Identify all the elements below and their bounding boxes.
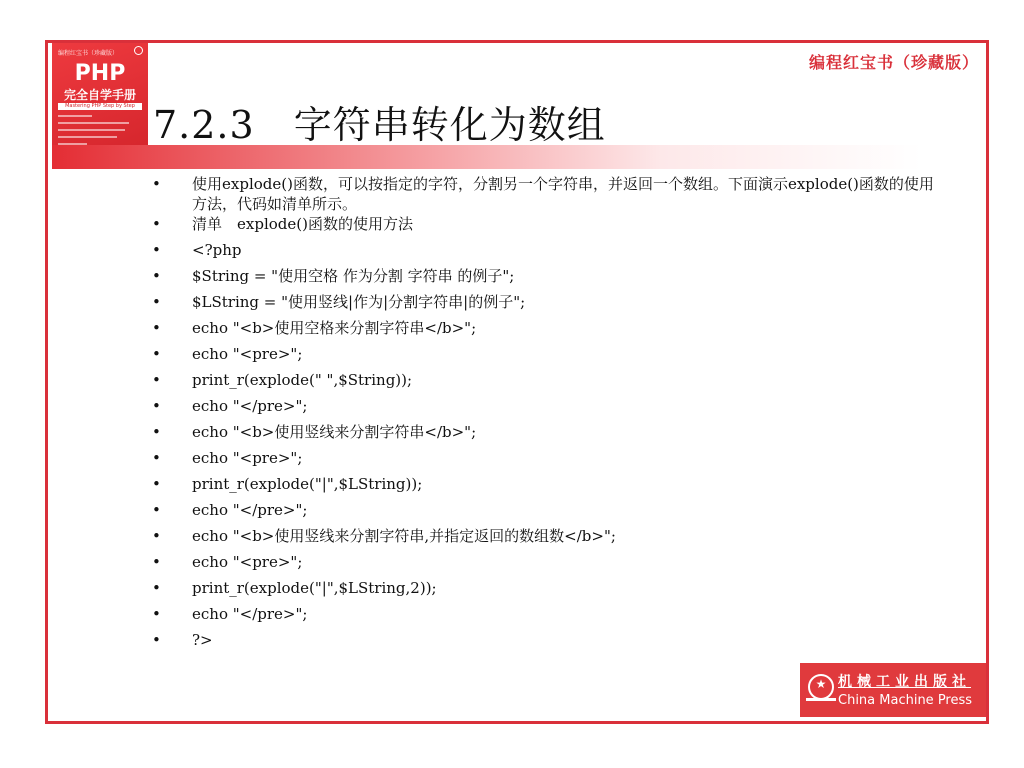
slide-title: 7.2.3 字符串转化为数组 [153, 103, 606, 147]
bullet-item [152, 630, 942, 656]
bullet-item [152, 448, 942, 474]
cover-series: 编程红宝书（珍藏版） [58, 50, 119, 57]
bullet-dot-icon: • [152, 449, 161, 467]
bullet-dot-icon: • [152, 501, 161, 519]
bullet-item [152, 174, 942, 214]
bullet-item [152, 370, 942, 396]
bullet-text: echo "</pre>"; [192, 605, 308, 623]
bullet-text: echo "<b>使用空格来分割字符串</b>"; [192, 319, 477, 337]
bullet-text: $String = "使用空格 作为分割 字符串 的例子"; [192, 267, 515, 285]
cover-subtitle: 完全自学手册 [63, 88, 136, 102]
bullet-text: echo "<b>使用竖线来分割字符串,并指定返回的数组数</b>"; [192, 527, 616, 545]
bullet-item [152, 500, 942, 526]
bullet-dot-icon: • [152, 605, 161, 623]
cover-logo-icon [134, 46, 143, 55]
bullet-dot-icon: • [152, 579, 161, 597]
bullet-item [152, 552, 942, 578]
bullet-dot-icon: • [152, 527, 161, 545]
bullet-item [152, 292, 942, 318]
bullet-dot-icon: • [152, 553, 161, 571]
bullet-text: echo "</pre>"; [192, 501, 308, 519]
bullet-item [152, 214, 942, 240]
bullet-item [152, 422, 942, 448]
cover-title: PHP [74, 61, 126, 86]
bullet-dot-icon: • [152, 475, 161, 493]
bullet-list [152, 174, 942, 656]
bullet-text: echo "<pre>"; [192, 553, 303, 571]
bullet-text: ?> [192, 631, 213, 649]
bullet-item [152, 266, 942, 292]
bullet-item [152, 396, 942, 422]
bullet-text: echo "<pre>"; [192, 345, 303, 363]
bullet-dot-icon: • [152, 267, 161, 285]
bullet-dot-icon: • [152, 345, 161, 363]
bullet-text: 清单 explode()函数的使用方法 [192, 215, 413, 233]
publisher-emblem-icon: ★ [808, 674, 834, 700]
bullet-text: echo "</pre>"; [192, 397, 308, 415]
bullet-text: print_r(explode("|",$LString,2)); [192, 579, 437, 597]
publisher-name-en: China Machine Press [838, 693, 973, 708]
bullet-dot-icon: • [152, 631, 161, 649]
bullet-item [152, 526, 942, 552]
publisher-logo [800, 663, 986, 717]
bullet-text: echo "<b>使用竖线来分割字符串</b>"; [192, 423, 477, 441]
bullet-item [152, 578, 942, 604]
bullet-dot-icon: • [152, 397, 161, 415]
bullet-text: <?php [192, 241, 242, 259]
bullet-text: print_r(explode(" ",$String)); [192, 371, 413, 389]
bullet-dot-icon: • [152, 319, 161, 337]
publisher-name-cn: 机械工业出版社 [838, 674, 971, 690]
bullet-item [152, 604, 942, 630]
bullet-dot-icon: • [152, 423, 161, 441]
bullet-dot-icon: • [152, 371, 161, 389]
bullet-text: print_r(explode("|",$LString)); [192, 475, 423, 493]
bullet-text: 使用explode()函数，可以按指定的字符，分割另一个字符串，并返回一个数组。下面演示explode()函数的使用方法，代码如清单所示。 [192, 175, 934, 213]
bullet-dot-icon: • [152, 175, 161, 193]
bullet-item [152, 240, 942, 266]
series-brand: 编程红宝书（珍藏版） [808, 53, 979, 72]
bullet-text: echo "<pre>"; [192, 449, 303, 467]
bullet-item [152, 318, 942, 344]
bullet-dot-icon: • [152, 215, 161, 233]
bullet-dot-icon: • [152, 241, 161, 259]
bullet-dot-icon: • [152, 293, 161, 311]
bullet-item [152, 474, 942, 500]
bullet-text: $LString = "使用竖线|作为|分割字符串|的例子"; [192, 293, 526, 311]
bullet-item [152, 344, 942, 370]
cover-english-title: Mastering PHP Step by Step [58, 103, 142, 110]
